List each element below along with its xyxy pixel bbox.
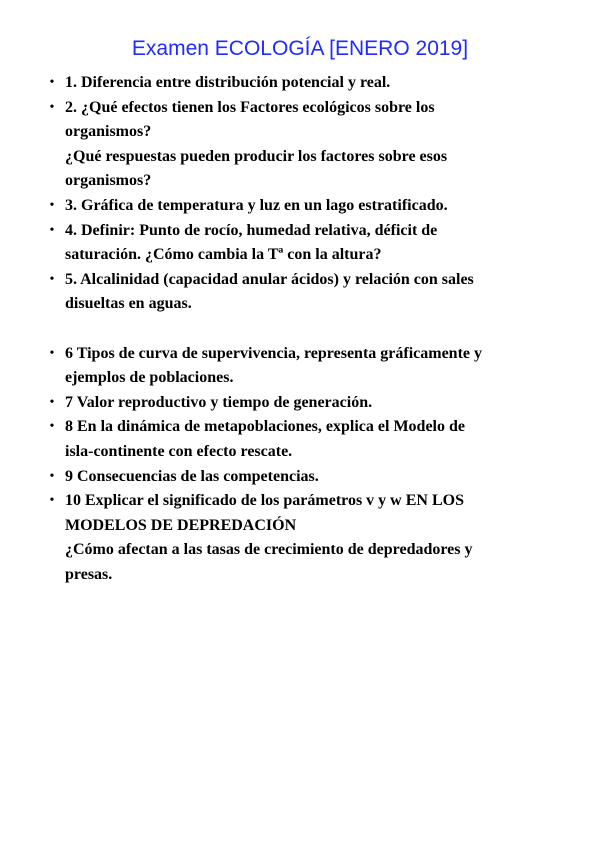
question-line: 1. Diferencia entre distribución potencial y real. (65, 74, 391, 91)
list-item (0, 415, 600, 464)
question-line: 4. Definir: Punto de rocío, humedad relativa, déficit de (65, 221, 438, 239)
question-list (0, 71, 600, 587)
list-item (0, 268, 600, 317)
question-line: MODELOS DE DEPREDACIÓN (65, 516, 297, 534)
question-line: ejemplos de poblaciones. (65, 369, 234, 387)
bullet-icon: • (49, 75, 55, 90)
bullet-icon: • (49, 99, 55, 115)
list-item (0, 71, 600, 96)
bullet-icon: • (49, 345, 55, 361)
list-item (0, 219, 600, 268)
list-item (0, 342, 600, 391)
question-line: ¿Qué respuestas pueden producir los factores sobre esos (65, 147, 448, 165)
question-line: presas. (65, 565, 113, 583)
question-line: isla-continente con efecto rescate. (65, 442, 293, 460)
bullet-icon: • (49, 468, 55, 484)
question-line: 3. Gráfica de temperatura y luz en un lago estratificado. (65, 196, 448, 214)
bullet-icon: • (49, 419, 55, 435)
bullet-icon: • (49, 222, 55, 238)
list-item (0, 96, 600, 194)
list-item (0, 391, 600, 416)
question-line: organismos? (65, 172, 152, 190)
bullet-icon: • (49, 394, 55, 410)
bullet-icon: • (49, 271, 55, 287)
bullet-icon: • (49, 493, 55, 509)
list-item (0, 489, 600, 587)
question-line: 7 Valor reproductivo y tiempo de generación. (65, 393, 373, 411)
question-line: saturación. ¿Cómo cambia la Tª con la altura? (65, 246, 382, 264)
question-line: ¿Cómo afectan a las tasas de crecimiento de depredadores y (65, 541, 473, 559)
blank-line (0, 317, 600, 342)
list-item (0, 194, 600, 219)
question-line: 9 Consecuencias de las competencias. (65, 467, 319, 485)
question-line: 2. ¿Qué efectos tienen los Factores ecológicos sobre los (65, 98, 435, 116)
list-item (0, 465, 600, 490)
question-line: organismos? (65, 123, 152, 141)
question-line: 8 En la dinámica de metapoblaciones, explica el Modelo de (65, 418, 465, 436)
page-title: Examen ECOLOGÍA [ENERO 2019] (131, 37, 469, 60)
question-line: 10 Explicar el significado de los parámetros v y w EN LOS (65, 492, 464, 510)
question-line: disueltas en aguas. (65, 295, 192, 313)
bullet-icon: • (49, 197, 55, 213)
question-line: 6 Tipos de curva de supervivencia, representa gráficamente y (65, 344, 482, 362)
question-line: 5. Alcalinidad (capacidad anular ácidos) y relación con sales (65, 270, 474, 288)
